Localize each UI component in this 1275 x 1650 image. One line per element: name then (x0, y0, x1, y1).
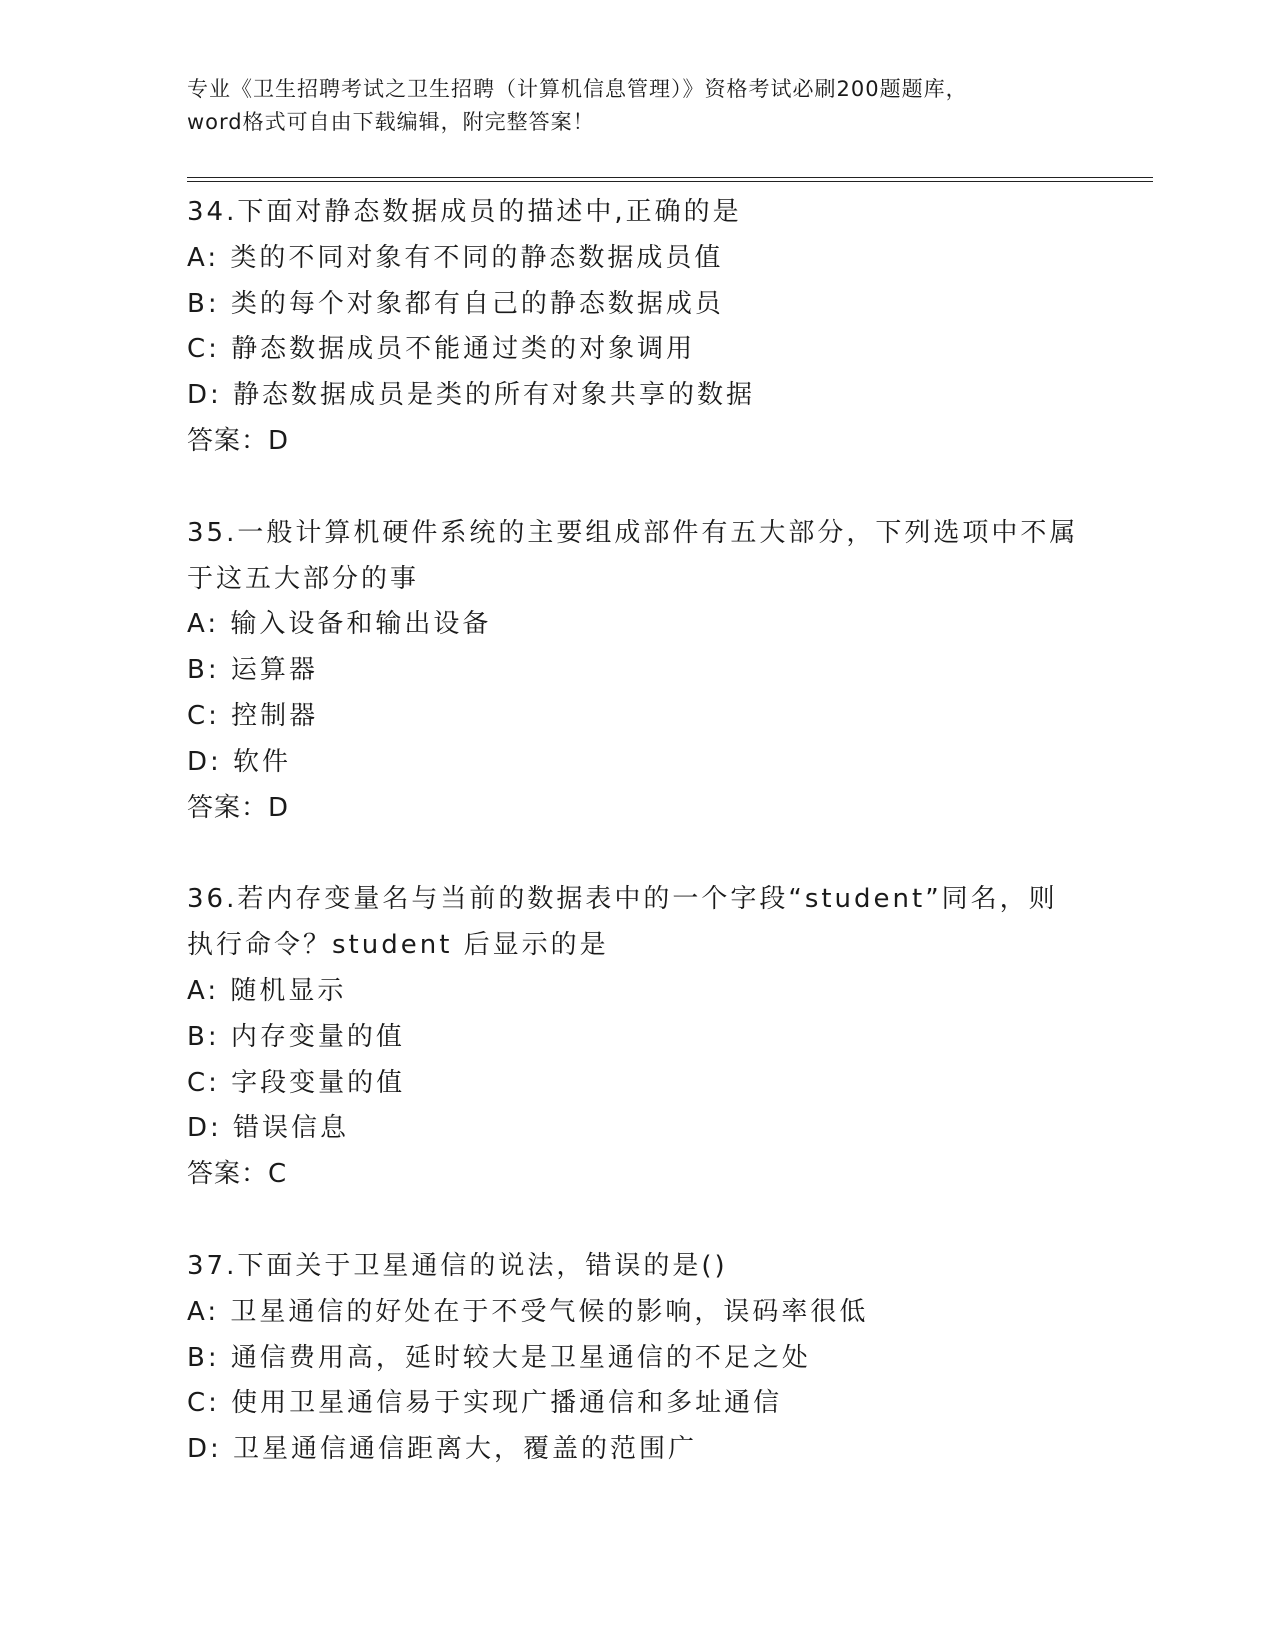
option-d: D: 软件 (187, 746, 292, 777)
question-stem: 37.下面关于卫星通信的说法，错误的是() (187, 1250, 728, 1281)
question-list (187, 190, 1127, 1519)
answer-line: 答案：D (187, 792, 290, 823)
header-divider (187, 177, 1153, 182)
option-d: D: 静态数据成员是类的所有对象共享的数据 (187, 380, 756, 411)
option-c: C: 静态数据成员不能通过类的对象调用 (187, 334, 696, 365)
header-line-2: word格式可自由下载编辑，附完整答案！ (187, 110, 595, 134)
option-d: D: 错误信息 (187, 1113, 350, 1144)
option-b: B: 运算器 (187, 655, 318, 686)
option-c: C: 字段变量的值 (187, 1067, 406, 1098)
question-37 (187, 1244, 1127, 1473)
question-34 (187, 190, 1127, 465)
option-b: B: 类的每个对象都有自己的静态数据成员 (187, 288, 724, 319)
question-stem-continued: 于这五大部分的事 (187, 563, 420, 594)
option-a: A: 类的不同对象有不同的静态数据成员值 (187, 242, 724, 273)
question-stem: 36.若内存变量名与当前的数据表中的一个字段“student”同名，则 (187, 884, 1058, 915)
answer-line: 答案：D (187, 425, 290, 456)
question-stem-continued: 执行命令？student 后显示的是 (187, 930, 609, 961)
question-stem: 35.一般计算机硬件系统的主要组成部件有五大部分，下列选项中不属 (187, 517, 1079, 548)
option-d: D: 卫星通信通信距离大，覆盖的范围广 (187, 1434, 698, 1465)
option-a: A: 输入设备和输出设备 (187, 609, 492, 640)
option-c: C: 控制器 (187, 700, 319, 731)
question-stem: 34.下面对静态数据成员的描述中,正确的是 (187, 197, 742, 227)
option-b: B: 通信费用高，延时较大是卫星通信的不足之处 (187, 1342, 811, 1373)
question-35 (187, 511, 1127, 832)
option-a: A: 卫星通信的好处在于不受气候的影响，误码率很低 (187, 1296, 869, 1327)
answer-line: 答案：C (187, 1159, 288, 1190)
document-header (187, 73, 1087, 139)
option-b: B: 内存变量的值 (187, 1021, 405, 1052)
option-a: A: 随机显示 (187, 975, 347, 1006)
option-c: C: 使用卫星通信易于实现广播通信和多址通信 (187, 1388, 783, 1419)
question-36 (187, 877, 1127, 1198)
header-line-1: 专业《卫生招聘考试之卫生招聘（计算机信息管理）》资格考试必刷200题题库， (187, 77, 968, 101)
